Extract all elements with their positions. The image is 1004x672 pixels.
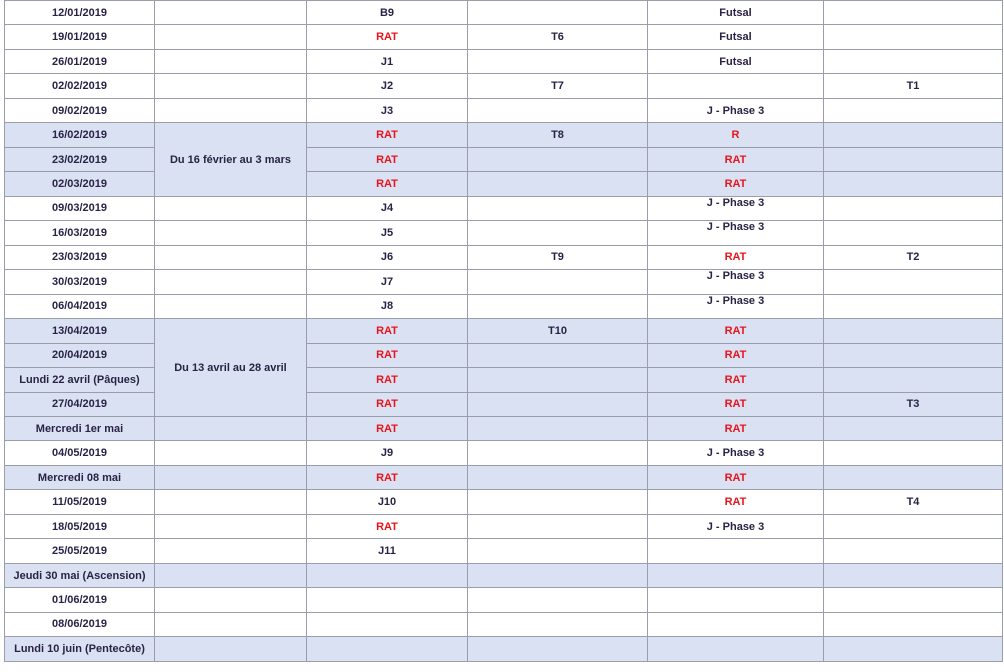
table-row (5, 49, 1003, 73)
column-3-cell: RAT (307, 25, 468, 49)
date-cell: 18/05/2019 (5, 514, 155, 538)
table-row (5, 147, 1003, 171)
column-4-cell: T10 (468, 319, 648, 343)
column-6-cell: T2 (824, 245, 1003, 269)
table-row (5, 563, 1003, 587)
table-row (5, 245, 1003, 269)
column-5-cell: RAT (648, 319, 824, 343)
date-cell: 13/04/2019 (5, 319, 155, 343)
table-row (5, 416, 1003, 440)
column-5-cell (648, 588, 824, 612)
column-3-cell: RAT (307, 514, 468, 538)
table-row (5, 294, 1003, 318)
holiday-period-cell (155, 49, 307, 73)
column-6-cell (824, 465, 1003, 489)
column-6-cell (824, 98, 1003, 122)
column-5-cell: RAT (648, 416, 824, 440)
column-3-cell: J9 (307, 441, 468, 465)
column-4-cell (468, 147, 648, 171)
column-5-cell: RAT (648, 465, 824, 489)
column-4-cell: T7 (468, 74, 648, 98)
column-3-cell: RAT (307, 392, 468, 416)
table-row (5, 74, 1003, 98)
date-cell: 25/05/2019 (5, 539, 155, 563)
column-3-cell: RAT (307, 123, 468, 147)
column-5-cell: R (648, 123, 824, 147)
column-5-cell: J - Phase 3 (648, 441, 824, 465)
column-6-cell (824, 172, 1003, 196)
holiday-period-cell (155, 588, 307, 612)
date-cell: 26/01/2019 (5, 49, 155, 73)
column-6-cell (824, 123, 1003, 147)
column-5-cell (648, 563, 824, 587)
table-row (5, 441, 1003, 465)
date-cell: Mercredi 08 mai (5, 465, 155, 489)
column-6-cell (824, 441, 1003, 465)
date-cell: 27/04/2019 (5, 392, 155, 416)
column-3-cell: J1 (307, 49, 468, 73)
holiday-period-cell (155, 490, 307, 514)
column-3-cell: J11 (307, 539, 468, 563)
table-row (5, 25, 1003, 49)
column-3-cell: B9 (307, 1, 468, 25)
column-4-cell: T6 (468, 25, 648, 49)
column-4-cell (468, 441, 648, 465)
holiday-period-cell (155, 465, 307, 489)
column-4-cell (468, 637, 648, 661)
date-cell: 09/02/2019 (5, 98, 155, 122)
column-5-cell: J - Phase 3 (648, 270, 824, 294)
column-3-cell: J2 (307, 74, 468, 98)
column-5-cell: Futsal (648, 49, 824, 73)
date-cell: Jeudi 30 mai (Ascension) (5, 563, 155, 587)
column-3-cell: J8 (307, 294, 468, 318)
calendar-body (5, 1, 1003, 662)
date-cell: 19/01/2019 (5, 25, 155, 49)
column-3-cell: J7 (307, 270, 468, 294)
table-row (5, 368, 1003, 392)
holiday-period-cell (155, 514, 307, 538)
column-5-cell (648, 637, 824, 661)
table-row (5, 514, 1003, 538)
column-3-cell: RAT (307, 368, 468, 392)
date-cell: 23/03/2019 (5, 245, 155, 269)
column-3-cell (307, 612, 468, 636)
table-row (5, 98, 1003, 122)
column-4-cell (468, 368, 648, 392)
column-6-cell: T3 (824, 392, 1003, 416)
column-4-cell (468, 221, 648, 245)
holiday-period-cell (155, 1, 307, 25)
holiday-period-cell (155, 441, 307, 465)
column-5-cell: Futsal (648, 25, 824, 49)
holiday-period-cell (155, 74, 307, 98)
column-6-cell (824, 368, 1003, 392)
table-row (5, 612, 1003, 636)
column-3-cell (307, 563, 468, 587)
column-3-cell (307, 637, 468, 661)
column-3-cell: J4 (307, 196, 468, 220)
table-row (5, 196, 1003, 220)
column-6-cell (824, 563, 1003, 587)
table-row (5, 343, 1003, 367)
column-6-cell (824, 196, 1003, 220)
column-6-cell (824, 612, 1003, 636)
column-5-cell: RAT (648, 368, 824, 392)
holiday-period-cell (155, 221, 307, 245)
calendar-table (4, 0, 1003, 662)
column-6-cell (824, 514, 1003, 538)
column-6-cell: T4 (824, 490, 1003, 514)
date-cell: 06/04/2019 (5, 294, 155, 318)
date-cell: 16/02/2019 (5, 123, 155, 147)
table-row (5, 1, 1003, 25)
column-4-cell (468, 514, 648, 538)
holiday-period-cell (155, 612, 307, 636)
column-6-cell (824, 270, 1003, 294)
date-cell: Lundi 10 juin (Pentecôte) (5, 637, 155, 661)
column-4-cell (468, 172, 648, 196)
column-5-cell (648, 74, 824, 98)
date-cell: 11/05/2019 (5, 490, 155, 514)
date-cell: 02/03/2019 (5, 172, 155, 196)
column-6-cell (824, 539, 1003, 563)
table-row (5, 637, 1003, 661)
column-4-cell (468, 465, 648, 489)
holiday-period-cell (155, 270, 307, 294)
holiday-period-cell (155, 539, 307, 563)
column-4-cell (468, 392, 648, 416)
column-5-cell (648, 539, 824, 563)
column-4-cell (468, 1, 648, 25)
column-5-cell: RAT (648, 245, 824, 269)
date-cell: 08/06/2019 (5, 612, 155, 636)
column-4-cell (468, 98, 648, 122)
column-3-cell: RAT (307, 416, 468, 440)
column-3-cell: RAT (307, 147, 468, 171)
holiday-period-cell (155, 294, 307, 318)
column-5-cell: J - Phase 3 (648, 514, 824, 538)
table-row (5, 539, 1003, 563)
column-6-cell (824, 637, 1003, 661)
date-cell: 09/03/2019 (5, 196, 155, 220)
date-cell: 23/02/2019 (5, 147, 155, 171)
date-cell: 12/01/2019 (5, 1, 155, 25)
table-row (5, 123, 1003, 147)
date-cell: 04/05/2019 (5, 441, 155, 465)
calendar-sheet (4, 0, 1003, 662)
column-5-cell: J - Phase 3 (648, 294, 824, 318)
holiday-period-cell (155, 637, 307, 661)
column-4-cell (468, 563, 648, 587)
column-3-cell: J3 (307, 98, 468, 122)
column-3-cell: J6 (307, 245, 468, 269)
column-5-cell: J - Phase 3 (648, 196, 824, 220)
date-cell: 30/03/2019 (5, 270, 155, 294)
column-6-cell (824, 319, 1003, 343)
table-row (5, 490, 1003, 514)
column-4-cell (468, 196, 648, 220)
column-4-cell: T8 (468, 123, 648, 147)
column-3-cell: RAT (307, 319, 468, 343)
column-4-cell (468, 343, 648, 367)
table-row (5, 465, 1003, 489)
column-5-cell: Futsal (648, 1, 824, 25)
holiday-period-cell: Du 13 avril au 28 avril (155, 319, 307, 417)
column-5-cell: RAT (648, 147, 824, 171)
date-cell: 01/06/2019 (5, 588, 155, 612)
column-5-cell: RAT (648, 392, 824, 416)
table-row (5, 270, 1003, 294)
holiday-period-cell (155, 563, 307, 587)
column-3-cell: J10 (307, 490, 468, 514)
column-4-cell (468, 49, 648, 73)
column-6-cell (824, 343, 1003, 367)
column-6-cell (824, 588, 1003, 612)
holiday-period-cell (155, 245, 307, 269)
column-4-cell (468, 270, 648, 294)
column-4-cell: T9 (468, 245, 648, 269)
table-row (5, 172, 1003, 196)
column-4-cell (468, 490, 648, 514)
column-6-cell (824, 1, 1003, 25)
column-6-cell (824, 49, 1003, 73)
holiday-period-cell (155, 25, 307, 49)
column-3-cell (307, 588, 468, 612)
column-5-cell: J - Phase 3 (648, 98, 824, 122)
table-row (5, 319, 1003, 343)
column-3-cell: RAT (307, 465, 468, 489)
column-5-cell: RAT (648, 490, 824, 514)
date-cell: Lundi 22 avril (Pâques) (5, 368, 155, 392)
column-5-cell: RAT (648, 343, 824, 367)
holiday-period-cell (155, 98, 307, 122)
column-4-cell (468, 294, 648, 318)
column-6-cell (824, 147, 1003, 171)
column-5-cell: J - Phase 3 (648, 221, 824, 245)
column-6-cell (824, 416, 1003, 440)
date-cell: 16/03/2019 (5, 221, 155, 245)
holiday-period-cell: Du 16 février au 3 mars (155, 123, 307, 196)
column-4-cell (468, 416, 648, 440)
column-3-cell: RAT (307, 343, 468, 367)
date-cell: Mercredi 1er mai (5, 416, 155, 440)
date-cell: 02/02/2019 (5, 74, 155, 98)
column-3-cell: J5 (307, 221, 468, 245)
column-5-cell: RAT (648, 172, 824, 196)
table-row (5, 588, 1003, 612)
column-6-cell: T1 (824, 74, 1003, 98)
table-row (5, 221, 1003, 245)
column-5-cell (648, 612, 824, 636)
date-cell: 20/04/2019 (5, 343, 155, 367)
holiday-period-cell (155, 416, 307, 440)
column-6-cell (824, 221, 1003, 245)
column-6-cell (824, 25, 1003, 49)
table-row (5, 392, 1003, 416)
column-6-cell (824, 294, 1003, 318)
column-4-cell (468, 539, 648, 563)
holiday-period-cell (155, 196, 307, 220)
column-3-cell: RAT (307, 172, 468, 196)
column-4-cell (468, 612, 648, 636)
column-4-cell (468, 588, 648, 612)
